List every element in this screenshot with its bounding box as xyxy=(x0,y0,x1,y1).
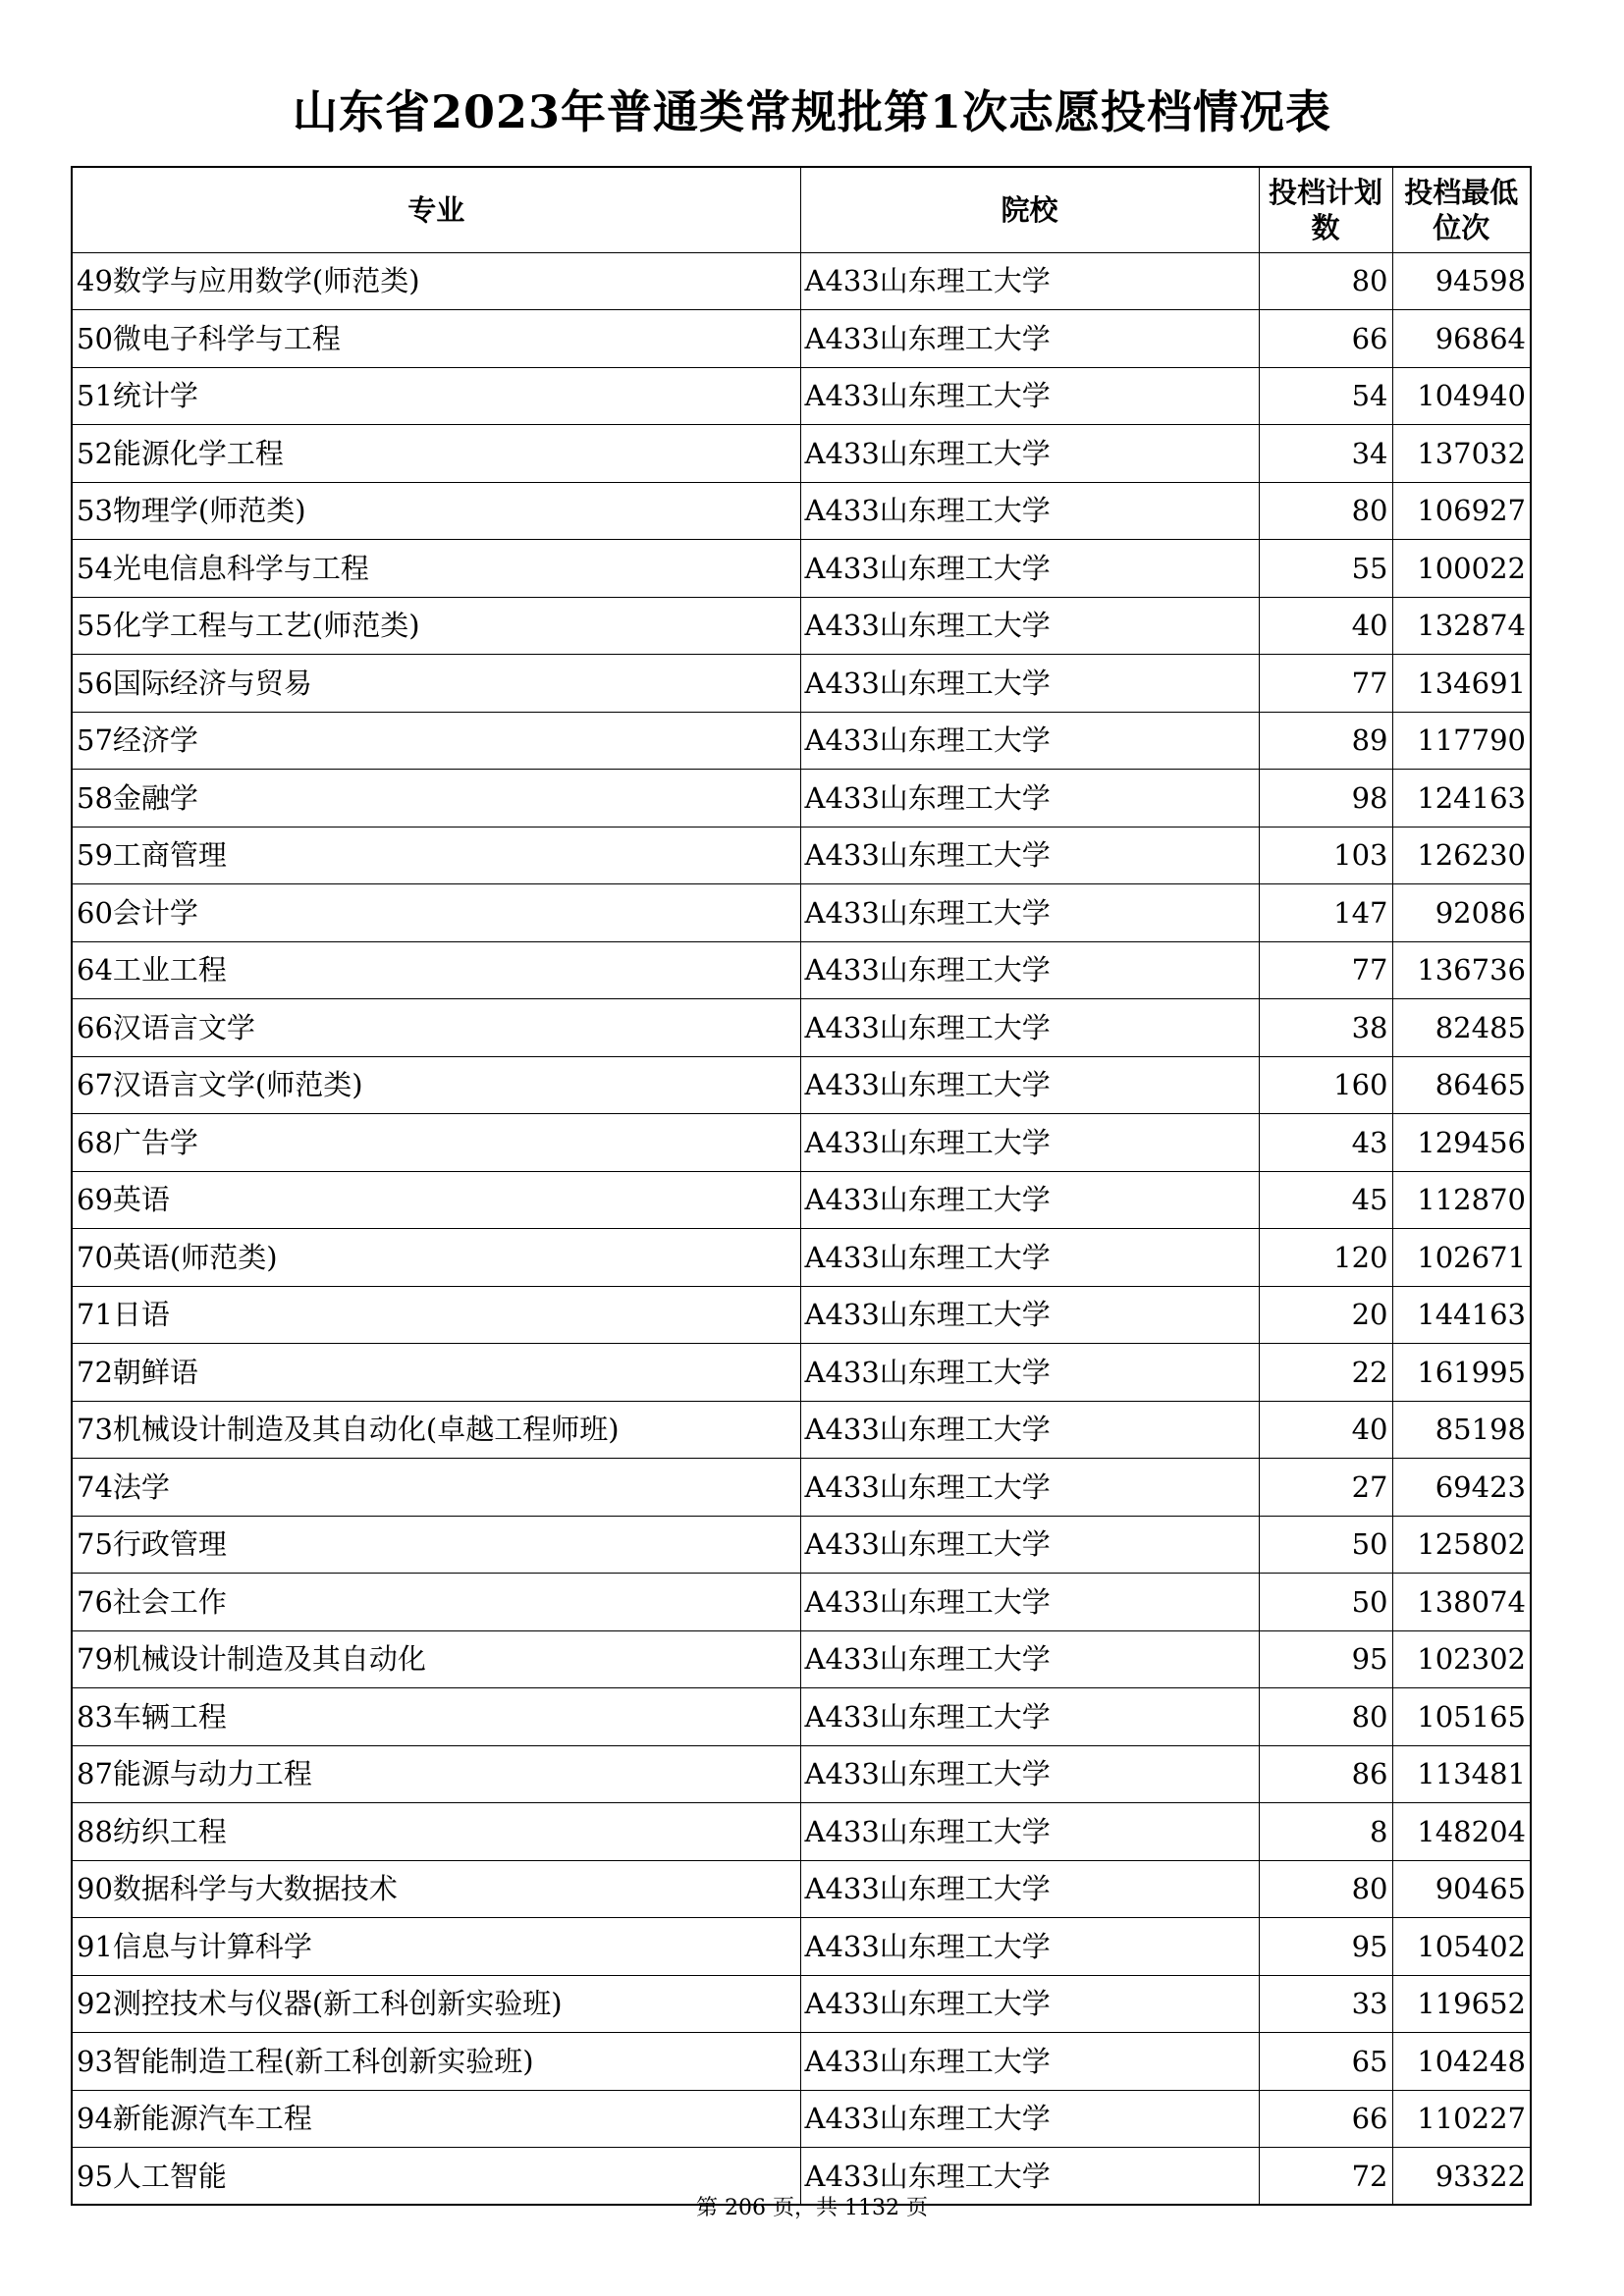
min-rank-cell: 82485 xyxy=(1392,999,1531,1057)
table-row xyxy=(72,1803,1531,1861)
plan-count-cell: 160 xyxy=(1259,1056,1392,1114)
table-row xyxy=(72,770,1531,828)
min-rank-cell: 104248 xyxy=(1392,2033,1531,2091)
table-row xyxy=(72,941,1531,999)
school-cell: A433山东理工大学 xyxy=(800,1229,1259,1287)
min-rank-cell: 137032 xyxy=(1392,425,1531,483)
min-rank-cell: 126230 xyxy=(1392,827,1531,884)
school-cell: A433山东理工大学 xyxy=(800,770,1259,828)
plan-count-cell: 66 xyxy=(1259,310,1392,368)
school-cell: A433山东理工大学 xyxy=(800,1344,1259,1402)
major-cell: 68广告学 xyxy=(72,1114,800,1172)
major-cell: 91信息与计算科学 xyxy=(72,1918,800,1976)
plan-count-cell: 120 xyxy=(1259,1229,1392,1287)
plan-count-cell: 43 xyxy=(1259,1114,1392,1172)
plan-count-cell: 55 xyxy=(1259,540,1392,598)
school-cell: A433山东理工大学 xyxy=(800,425,1259,483)
major-cell: 95人工智能 xyxy=(72,2148,800,2206)
school-cell: A433山东理工大学 xyxy=(800,1745,1259,1803)
plan-count-cell: 8 xyxy=(1259,1803,1392,1861)
school-cell: A433山东理工大学 xyxy=(800,1056,1259,1114)
table-row xyxy=(72,1630,1531,1688)
table-row xyxy=(72,1056,1531,1114)
page-footer: 第 206 页，共 1132 页 xyxy=(696,2196,928,2220)
table-row xyxy=(72,1745,1531,1803)
major-cell: 75行政管理 xyxy=(72,1516,800,1574)
plan-count-cell: 50 xyxy=(1259,1516,1392,1574)
major-cell: 56国际经济与贸易 xyxy=(72,655,800,713)
major-cell: 72朝鲜语 xyxy=(72,1344,800,1402)
plan-count-cell: 103 xyxy=(1259,827,1392,884)
major-cell: 59工商管理 xyxy=(72,827,800,884)
header-school: 院校 xyxy=(800,167,1259,252)
school-cell: A433山东理工大学 xyxy=(800,1574,1259,1631)
table-row xyxy=(72,712,1531,770)
table-row xyxy=(72,482,1531,540)
min-rank-cell: 85198 xyxy=(1392,1401,1531,1459)
page-title: 山东省2023年普通类常规批第1次志愿投档情况表 xyxy=(292,85,1332,138)
plan-count-cell: 80 xyxy=(1259,1688,1392,1746)
min-rank-cell: 117790 xyxy=(1392,712,1531,770)
school-cell: A433山东理工大学 xyxy=(800,1975,1259,2033)
major-cell: 90数据科学与大数据技术 xyxy=(72,1860,800,1918)
major-cell: 83车辆工程 xyxy=(72,1688,800,1746)
table-row xyxy=(72,827,1531,884)
major-cell: 49数学与应用数学(师范类) xyxy=(72,252,800,310)
major-cell: 66汉语言文学 xyxy=(72,999,800,1057)
table-row xyxy=(72,2033,1531,2091)
table-row xyxy=(72,1918,1531,1976)
school-cell: A433山东理工大学 xyxy=(800,2148,1259,2206)
table-row xyxy=(72,1171,1531,1229)
plan-count-cell: 147 xyxy=(1259,884,1392,942)
plan-count-cell: 95 xyxy=(1259,1918,1392,1976)
min-rank-cell: 105402 xyxy=(1392,1918,1531,1976)
school-cell: A433山东理工大学 xyxy=(800,827,1259,884)
major-cell: 94新能源汽车工程 xyxy=(72,2090,800,2148)
school-cell: A433山东理工大学 xyxy=(800,941,1259,999)
table-row xyxy=(72,367,1531,425)
school-cell: A433山东理工大学 xyxy=(800,1918,1259,1976)
plan-count-cell: 72 xyxy=(1259,2148,1392,2206)
table-row xyxy=(72,1975,1531,2033)
table-row xyxy=(72,1229,1531,1287)
table-row xyxy=(72,2090,1531,2148)
table-row xyxy=(72,1401,1531,1459)
plan-count-cell: 33 xyxy=(1259,1975,1392,2033)
table-row xyxy=(72,655,1531,713)
min-rank-cell: 90465 xyxy=(1392,1860,1531,1918)
min-rank-cell: 102302 xyxy=(1392,1630,1531,1688)
school-cell: A433山东理工大学 xyxy=(800,1516,1259,1574)
min-rank-cell: 125802 xyxy=(1392,1516,1531,1574)
school-cell: A433山东理工大学 xyxy=(800,1630,1259,1688)
header-plan: 投档计划数 xyxy=(1259,167,1392,252)
min-rank-cell: 136736 xyxy=(1392,941,1531,999)
school-cell: A433山东理工大学 xyxy=(800,1803,1259,1861)
major-cell: 51统计学 xyxy=(72,367,800,425)
major-cell: 54光电信息科学与工程 xyxy=(72,540,800,598)
table-row xyxy=(72,1860,1531,1918)
major-cell: 57经济学 xyxy=(72,712,800,770)
plan-count-cell: 40 xyxy=(1259,597,1392,655)
plan-count-cell: 20 xyxy=(1259,1286,1392,1344)
major-cell: 53物理学(师范类) xyxy=(72,482,800,540)
school-cell: A433山东理工大学 xyxy=(800,367,1259,425)
table-row xyxy=(72,310,1531,368)
min-rank-cell: 110227 xyxy=(1392,2090,1531,2148)
table-row xyxy=(72,597,1531,655)
major-cell: 70英语(师范类) xyxy=(72,1229,800,1287)
admissions-table xyxy=(71,166,1532,2206)
plan-count-cell: 54 xyxy=(1259,367,1392,425)
major-cell: 74法学 xyxy=(72,1459,800,1517)
table-row xyxy=(72,1516,1531,1574)
min-rank-cell: 100022 xyxy=(1392,540,1531,598)
min-rank-cell: 94598 xyxy=(1392,252,1531,310)
min-rank-cell: 134691 xyxy=(1392,655,1531,713)
school-cell: A433山东理工大学 xyxy=(800,310,1259,368)
min-rank-cell: 132874 xyxy=(1392,597,1531,655)
min-rank-cell: 69423 xyxy=(1392,1459,1531,1517)
plan-count-cell: 95 xyxy=(1259,1630,1392,1688)
major-cell: 52能源化学工程 xyxy=(72,425,800,483)
plan-count-cell: 77 xyxy=(1259,941,1392,999)
min-rank-cell: 124163 xyxy=(1392,770,1531,828)
school-cell: A433山东理工大学 xyxy=(800,655,1259,713)
min-rank-cell: 104940 xyxy=(1392,367,1531,425)
min-rank-cell: 86465 xyxy=(1392,1056,1531,1114)
min-rank-cell: 96864 xyxy=(1392,310,1531,368)
min-rank-cell: 105165 xyxy=(1392,1688,1531,1746)
school-cell: A433山东理工大学 xyxy=(800,1114,1259,1172)
min-rank-cell: 93322 xyxy=(1392,2148,1531,2206)
school-cell: A433山东理工大学 xyxy=(800,2033,1259,2091)
major-cell: 92测控技术与仪器(新工科创新实验班) xyxy=(72,1975,800,2033)
major-cell: 88纺织工程 xyxy=(72,1803,800,1861)
min-rank-cell: 112870 xyxy=(1392,1171,1531,1229)
major-cell: 69英语 xyxy=(72,1171,800,1229)
major-cell: 73机械设计制造及其自动化(卓越工程师班) xyxy=(72,1401,800,1459)
table-row xyxy=(72,1286,1531,1344)
plan-count-cell: 80 xyxy=(1259,1860,1392,1918)
min-rank-cell: 144163 xyxy=(1392,1286,1531,1344)
plan-count-cell: 80 xyxy=(1259,252,1392,310)
plan-count-cell: 22 xyxy=(1259,1344,1392,1402)
table-row xyxy=(72,425,1531,483)
major-cell: 79机械设计制造及其自动化 xyxy=(72,1630,800,1688)
school-cell: A433山东理工大学 xyxy=(800,482,1259,540)
plan-count-cell: 89 xyxy=(1259,712,1392,770)
table-row xyxy=(72,1114,1531,1172)
school-cell: A433山东理工大学 xyxy=(800,999,1259,1057)
header-major: 专业 xyxy=(72,167,800,252)
min-rank-cell: 161995 xyxy=(1392,1344,1531,1402)
plan-count-cell: 34 xyxy=(1259,425,1392,483)
major-cell: 76社会工作 xyxy=(72,1574,800,1631)
plan-count-cell: 45 xyxy=(1259,1171,1392,1229)
major-cell: 67汉语言文学(师范类) xyxy=(72,1056,800,1114)
table-row xyxy=(72,252,1531,310)
plan-count-cell: 38 xyxy=(1259,999,1392,1057)
table-header-row xyxy=(72,167,1531,252)
school-cell: A433山东理工大学 xyxy=(800,1459,1259,1517)
school-cell: A433山东理工大学 xyxy=(800,1860,1259,1918)
table-body xyxy=(72,252,1531,2205)
min-rank-cell: 148204 xyxy=(1392,1803,1531,1861)
min-rank-cell: 119652 xyxy=(1392,1975,1531,2033)
plan-count-cell: 27 xyxy=(1259,1459,1392,1517)
min-rank-cell: 106927 xyxy=(1392,482,1531,540)
plan-count-cell: 50 xyxy=(1259,1574,1392,1631)
plan-count-cell: 66 xyxy=(1259,2090,1392,2148)
table-row xyxy=(72,884,1531,942)
major-cell: 58金融学 xyxy=(72,770,800,828)
school-cell: A433山东理工大学 xyxy=(800,712,1259,770)
major-cell: 64工业工程 xyxy=(72,941,800,999)
school-cell: A433山东理工大学 xyxy=(800,2090,1259,2148)
min-rank-cell: 138074 xyxy=(1392,1574,1531,1631)
min-rank-cell: 92086 xyxy=(1392,884,1531,942)
plan-count-cell: 98 xyxy=(1259,770,1392,828)
major-cell: 50微电子科学与工程 xyxy=(72,310,800,368)
school-cell: A433山东理工大学 xyxy=(800,252,1259,310)
plan-count-cell: 86 xyxy=(1259,1745,1392,1803)
school-cell: A433山东理工大学 xyxy=(800,597,1259,655)
major-cell: 60会计学 xyxy=(72,884,800,942)
major-cell: 55化学工程与工艺(师范类) xyxy=(72,597,800,655)
table-row xyxy=(72,540,1531,598)
plan-count-cell: 80 xyxy=(1259,482,1392,540)
min-rank-cell: 113481 xyxy=(1392,1745,1531,1803)
header-rank: 投档最低位次 xyxy=(1392,167,1531,252)
major-cell: 87能源与动力工程 xyxy=(72,1745,800,1803)
min-rank-cell: 102671 xyxy=(1392,1229,1531,1287)
min-rank-cell: 129456 xyxy=(1392,1114,1531,1172)
table-row xyxy=(72,999,1531,1057)
major-cell: 71日语 xyxy=(72,1286,800,1344)
table-row xyxy=(72,1344,1531,1402)
plan-count-cell: 65 xyxy=(1259,2033,1392,2091)
school-cell: A433山东理工大学 xyxy=(800,1688,1259,1746)
school-cell: A433山东理工大学 xyxy=(800,1171,1259,1229)
table-row xyxy=(72,1574,1531,1631)
plan-count-cell: 77 xyxy=(1259,655,1392,713)
school-cell: A433山东理工大学 xyxy=(800,884,1259,942)
table-row xyxy=(72,1688,1531,1746)
plan-count-cell: 40 xyxy=(1259,1401,1392,1459)
school-cell: A433山东理工大学 xyxy=(800,1401,1259,1459)
major-cell: 93智能制造工程(新工科创新实验班) xyxy=(72,2033,800,2091)
school-cell: A433山东理工大学 xyxy=(800,1286,1259,1344)
school-cell: A433山东理工大学 xyxy=(800,540,1259,598)
table-row xyxy=(72,1459,1531,1517)
